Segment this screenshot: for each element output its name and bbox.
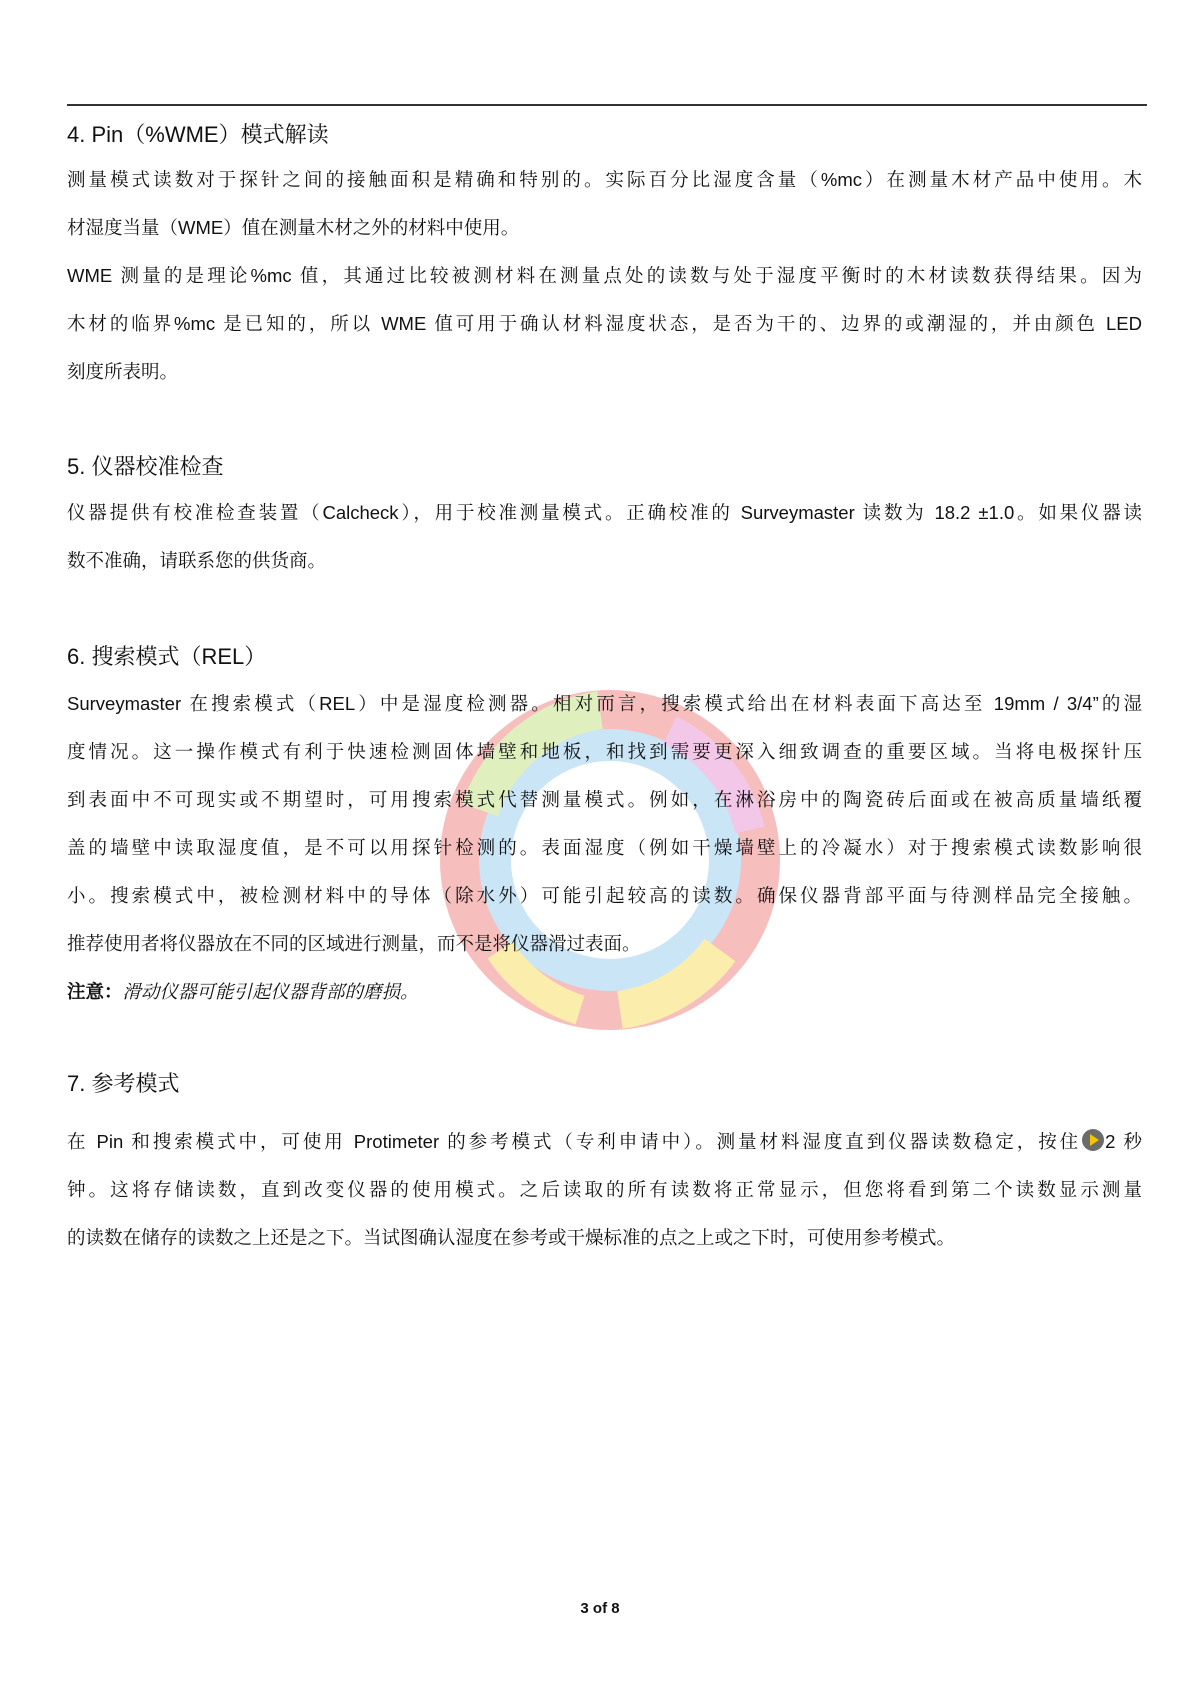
text-line: 到表面中不可现实或不期望时，可用搜索模式代替测量模式。例如，在淋浴房中的陶瓷砖后面或在被高质量墙纸覆 [67, 789, 1142, 810]
section-body-7 [67, 1118, 1142, 1262]
section-body-4 [67, 156, 1142, 396]
section-heading-7: 7. 参考模式 [67, 1071, 180, 1096]
text-line: 盖的墙壁中读取湿度值，是不可以用探针检测的。表面湿度（例如干燥墙壁上的冷凝水）对于搜索模式读数影响很 [67, 837, 1142, 858]
text-line: 木材的临界%mc 是已知的，所以 WME 值可用于确认材料湿度状态，是否为干的、边界的或潮湿的，并由颜色 LED [67, 313, 1142, 334]
text-line [67, 1118, 1142, 1166]
text-line: 小。搜索模式中，被检测材料中的导体（除水外）可能引起较高的读数。确保仪器背部平面与待测样品完全接触。 [67, 885, 1142, 906]
total-pages: 8 [611, 1600, 620, 1617]
text-segment: 2 秒 [1105, 1131, 1142, 1152]
play-button-icon [1082, 1129, 1104, 1151]
section-heading-4: 4. Pin（%WME）模式解读 [67, 122, 329, 147]
text-line: 数不准确，请联系您的供货商。 [67, 550, 327, 571]
text-line: Surveymaster 在搜索模式（REL）中是湿度检测器。相对而言，搜索模式给出在材料表面下高达至 19mm / 3/4”的湿 [67, 693, 1142, 714]
section-heading-5: 5. 仪器校准检查 [67, 454, 224, 479]
text-line: 测量模式读数对于探针之间的接触面积是精确和特别的。实际百分比湿度含量（%mc）在测量木材产品中使用。木 [67, 169, 1142, 190]
text-line: 材湿度当量（WME）值在测量木材之外的材料中使用。 [67, 217, 520, 238]
text-line: 仪器提供有校准检查装置（Calcheck），用于校准测量模式。正确校准的 Surveymaster 读数为 18.2 ±1.0。如果仪器读 [67, 502, 1142, 523]
text-segment: 在 Pin 和搜索模式中，可使用 Protimeter 的参考模式（专利申请中）。测量材料湿度直到仪器读数稳定，按住 [67, 1131, 1082, 1152]
section-body-6 [67, 680, 1142, 1016]
text-line: 推荐使用者将仪器放在不同的区域进行测量，而不是将仪器滑过表面。 [67, 933, 641, 954]
text-line: 钟。这将存储读数，直到改变仪器的使用模式。之后读取的所有读数将正常显示，但您将看到第二个读数显示测量 [67, 1179, 1142, 1200]
note-text: 滑动仪器可能引起仪器背部的磨损。 [122, 981, 419, 1002]
text-line: 的读数在储存的读数之上还是之下。当试图确认湿度在参考或干燥标准的点之上或之下时，可使用参考模式。 [67, 1227, 956, 1248]
header-rule [67, 104, 1147, 106]
note-line [67, 968, 1142, 1016]
text-line: 刻度所表明。 [67, 361, 179, 382]
text-line: WME 测量的是理论%mc 值，其通过比较被测材料在测量点处的读数与处于湿度平衡时的木材读数获得结果。因为 [67, 265, 1142, 286]
current-page: 3 [580, 1600, 589, 1617]
section-body-5 [67, 489, 1142, 585]
section-heading-6: 6. 搜索模式（REL） [67, 644, 267, 669]
page-of: of [592, 1600, 608, 1617]
page-number [0, 1600, 1200, 1617]
text-line: 度情况。这一操作模式有利于快速检测固体墙壁和地板，和找到需要更深入细致调查的重要区域。当将电极探针压 [67, 741, 1142, 762]
note-label: 注意： [67, 981, 123, 1002]
